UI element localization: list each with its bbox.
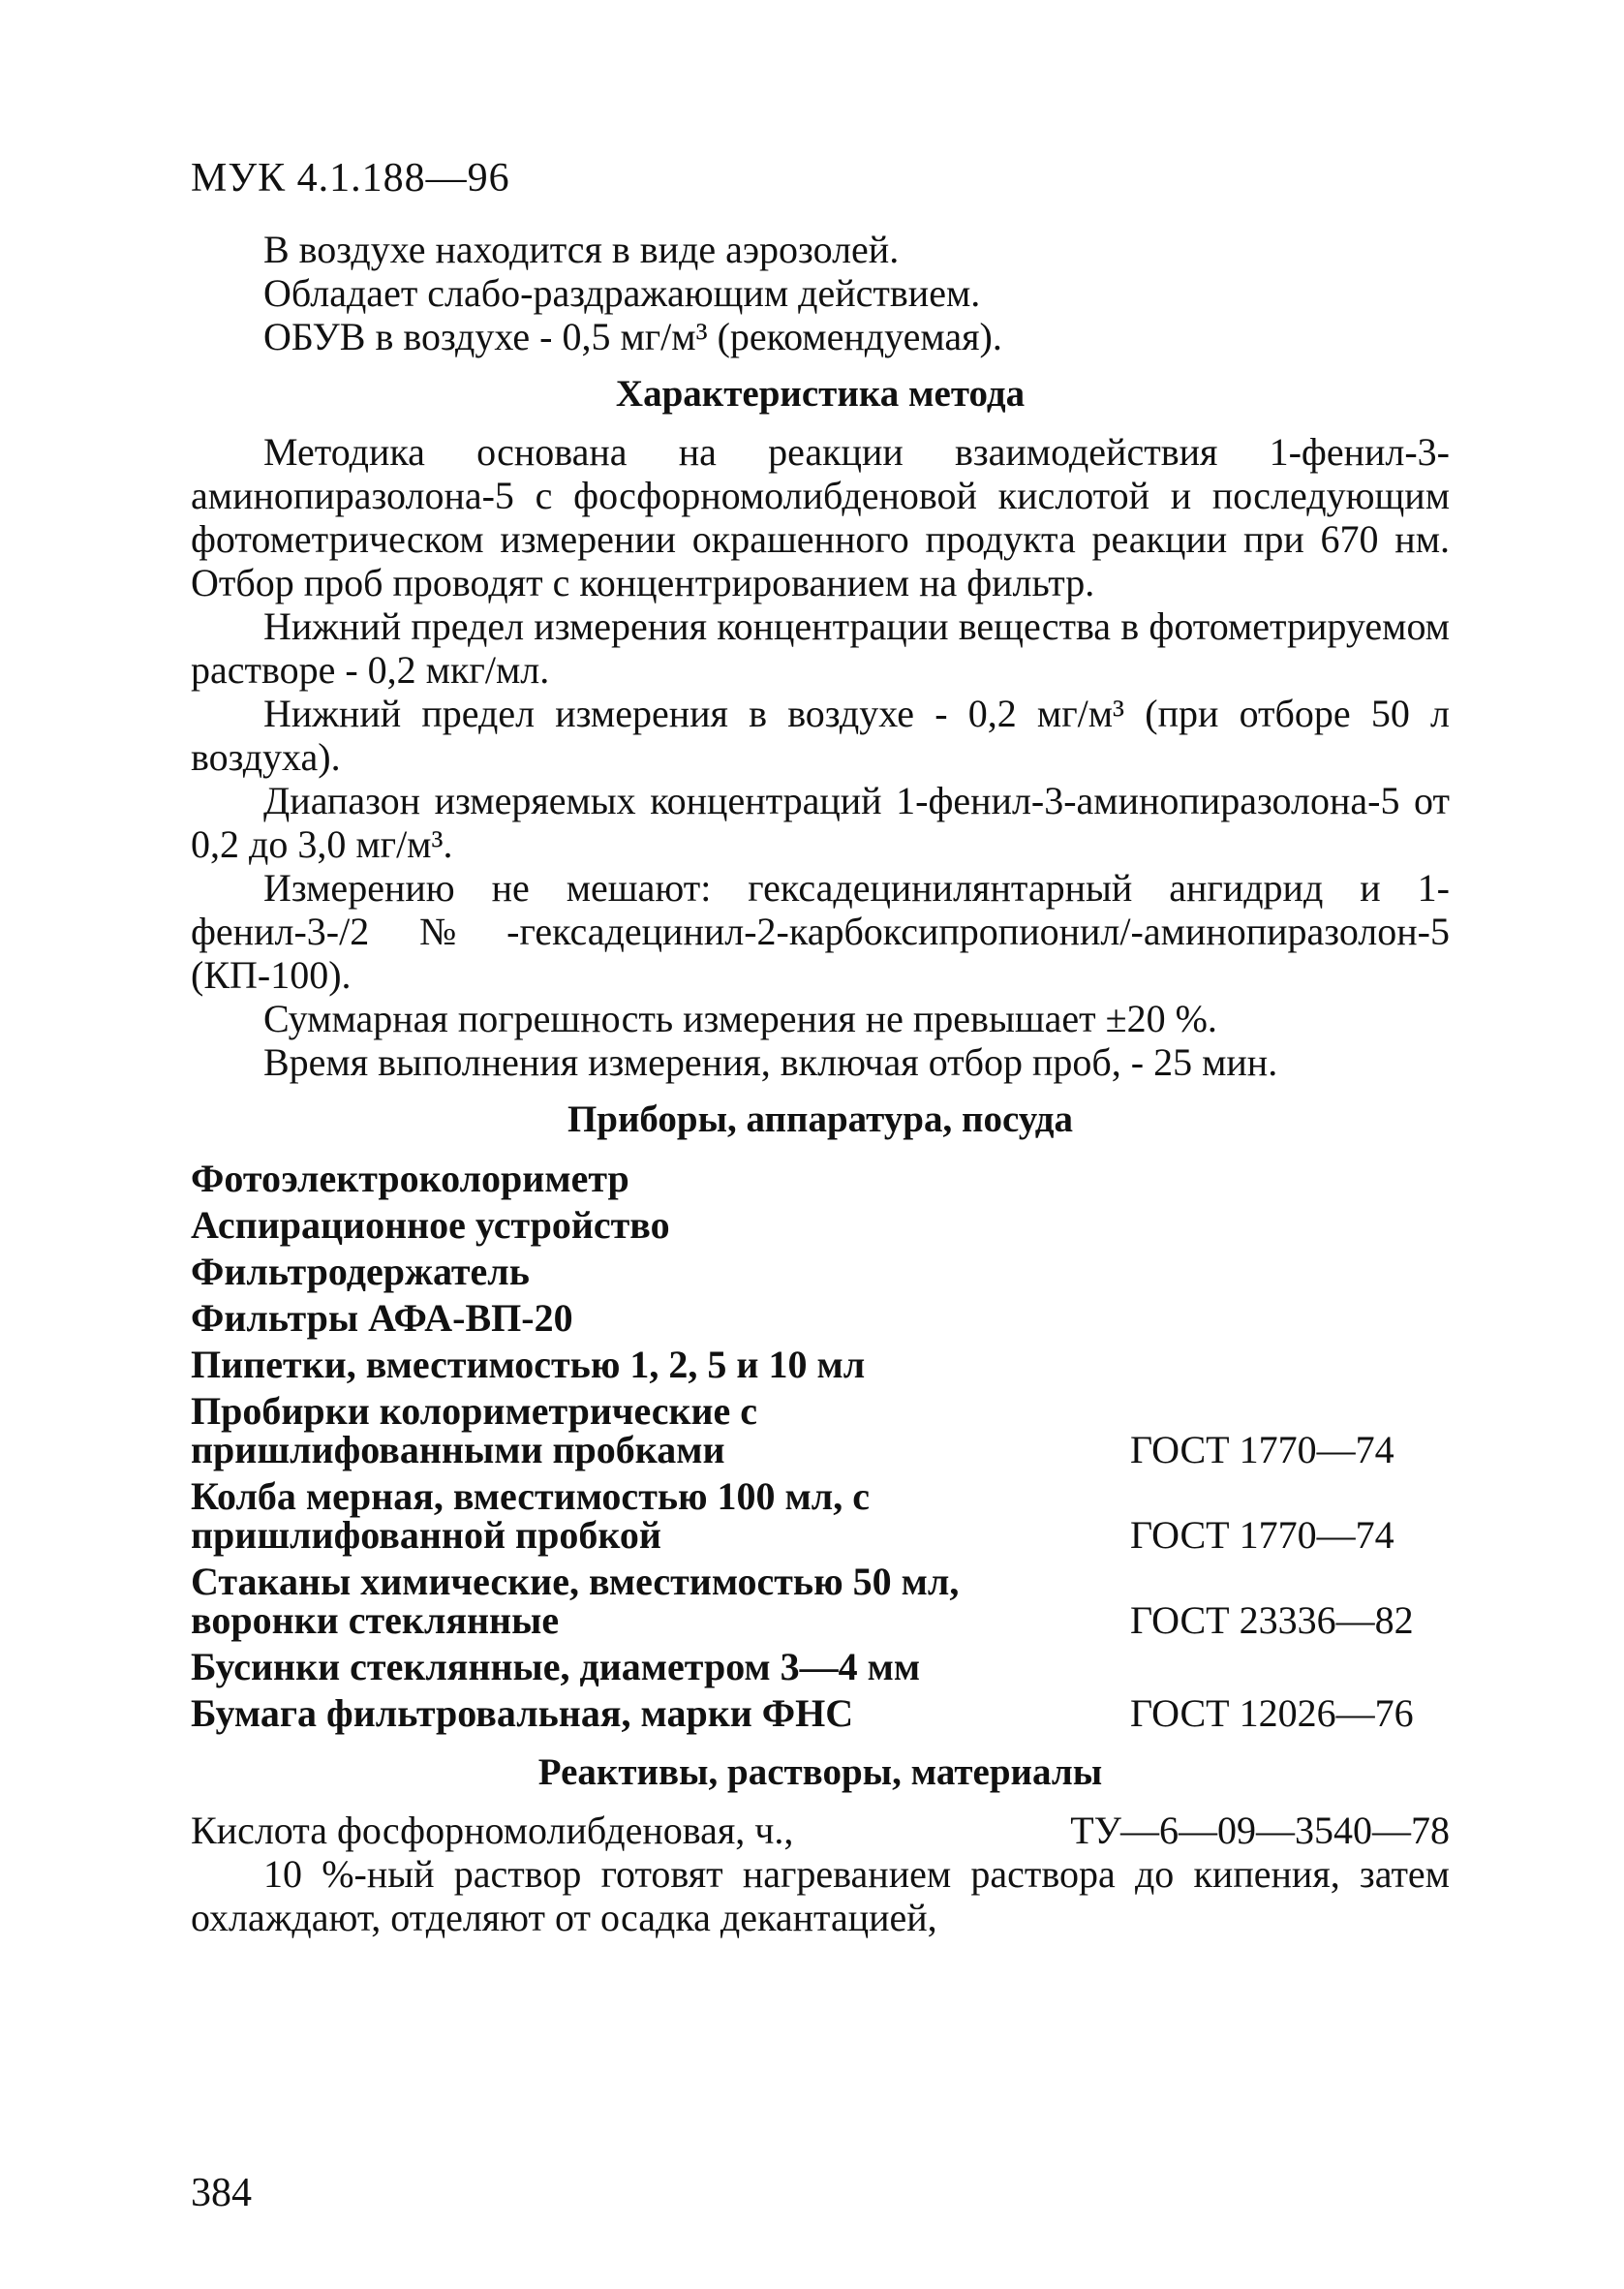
method-heading: Характеристика метода [615, 373, 1026, 415]
equipment-row [191, 1388, 1450, 1473]
equipment-name: Стаканы химические, вместимостью 50 мл, воронки стеклянные [191, 1560, 960, 1642]
method-paragraph: Нижний предел измерения концентрации вещества в фотометрируемом растворе - 0,2 мкг/мл. [191, 604, 1450, 692]
reagent-paragraph: 10 %-ный раствор готовят нагреванием раствора до кипения, затем охлаждают, отделяют от осадка декантацией, [191, 1852, 1450, 1939]
intro-line: Обладает слабо-раздражающим действием. [263, 271, 981, 315]
intro-line: В воздухе находится в виде аэрозолей. [263, 228, 900, 271]
equipment-standard: ГОСТ 1770—74 [1130, 1513, 1394, 1557]
intro-line: ОБУВ в воздухе - 0,5 мг/м³ (рекомендуемая). [263, 315, 1002, 358]
equipment-row [191, 1644, 1450, 1690]
document-code: МУК 4.1.188—96 [191, 156, 510, 201]
method-paragraph: Измерению не мешают: гексадецинилянтарный ангидрид и 1-фенил-3-/2№-гексадецинил-2-карбоксипропионил/-аминопиразолон-5 (КП-100). [191, 866, 1450, 997]
equipment-row [191, 1690, 1450, 1737]
equipment-standard: ГОСТ 1770—74 [1130, 1428, 1394, 1471]
equipment-row [191, 1559, 1450, 1644]
equipment-standard [1130, 1380, 1450, 1388]
equipment-name: Фотоэлектроколориметр [191, 1157, 629, 1200]
reagent-name: Кислота фосфорномолибденовая, ч., [191, 1809, 794, 1852]
equipment-standard: ГОСТ 23336—82 [1130, 1598, 1414, 1642]
method-paragraph: Методика основана на реакции взаимодействия 1-фенил-3-аминопиразолона-5 с фосфорномолибденовой кислотой и последующим фотометрическом измерении окрашенного продукта реакции при 670 нм. Отбор проб проводят с концентрированием на фильтр. [191, 430, 1450, 604]
method-paragraph: Диапазон измеряемых концентраций 1-фенил-3-аминопиразолона-5 от 0,2 до 3,0 мг/м³. [191, 779, 1450, 866]
equipment-row [191, 1249, 1450, 1295]
equipment-list [191, 1156, 1450, 1737]
equipment-row [191, 1295, 1450, 1342]
equipment-name: Фильтры АФА-ВП-20 [191, 1296, 573, 1340]
equipment-standard [1130, 1287, 1450, 1295]
equipment-standard [1130, 1334, 1450, 1342]
equipment-name: Бумага фильтровальная, марки ФНС [191, 1691, 854, 1735]
reagent-standard: ТУ—6—09—3540—78 [1070, 1809, 1450, 1852]
equipment-row [191, 1202, 1450, 1249]
equipment-row [191, 1156, 1450, 1202]
equipment-name: Пипетки, вместимостью 1, 2, 5 и 10 мл [191, 1343, 866, 1386]
equipment-standard: ГОСТ 12026—76 [1130, 1691, 1414, 1735]
equipment-standard [1130, 1194, 1450, 1202]
equipment-heading: Приборы, аппаратура, посуда [567, 1098, 1074, 1140]
method-paragraph: Нижний предел измерения в воздухе - 0,2 мг/м³ (при отборе 50 л воздуха). [191, 692, 1450, 779]
equipment-name: Пробирки колориметрические с пришлифованными пробками [191, 1389, 758, 1471]
page-number: 384 [191, 2171, 252, 2215]
equipment-name: Фильтродержатель [191, 1250, 530, 1293]
method-paragraph: Суммарная погрешность измерения не превышает ±20 %. [263, 997, 1217, 1040]
equipment-standard [1130, 1241, 1450, 1249]
equipment-row [191, 1342, 1450, 1388]
page-content [191, 228, 1450, 1939]
reagent-row [191, 1809, 1450, 1852]
equipment-name: Бусинки стеклянные, диаметром 3—4 мм [191, 1645, 921, 1688]
equipment-standard [1130, 1683, 1450, 1690]
equipment-name: Колба мерная, вместимостью 100 мл, с пришлифованной пробкой [191, 1474, 870, 1557]
equipment-row [191, 1473, 1450, 1559]
reagents-heading: Реактивы, растворы, материалы [537, 1751, 1103, 1793]
equipment-name: Аспирационное устройство [191, 1203, 670, 1247]
method-paragraph: Время выполнения измерения, включая отбор проб, - 25 мин. [263, 1040, 1278, 1084]
